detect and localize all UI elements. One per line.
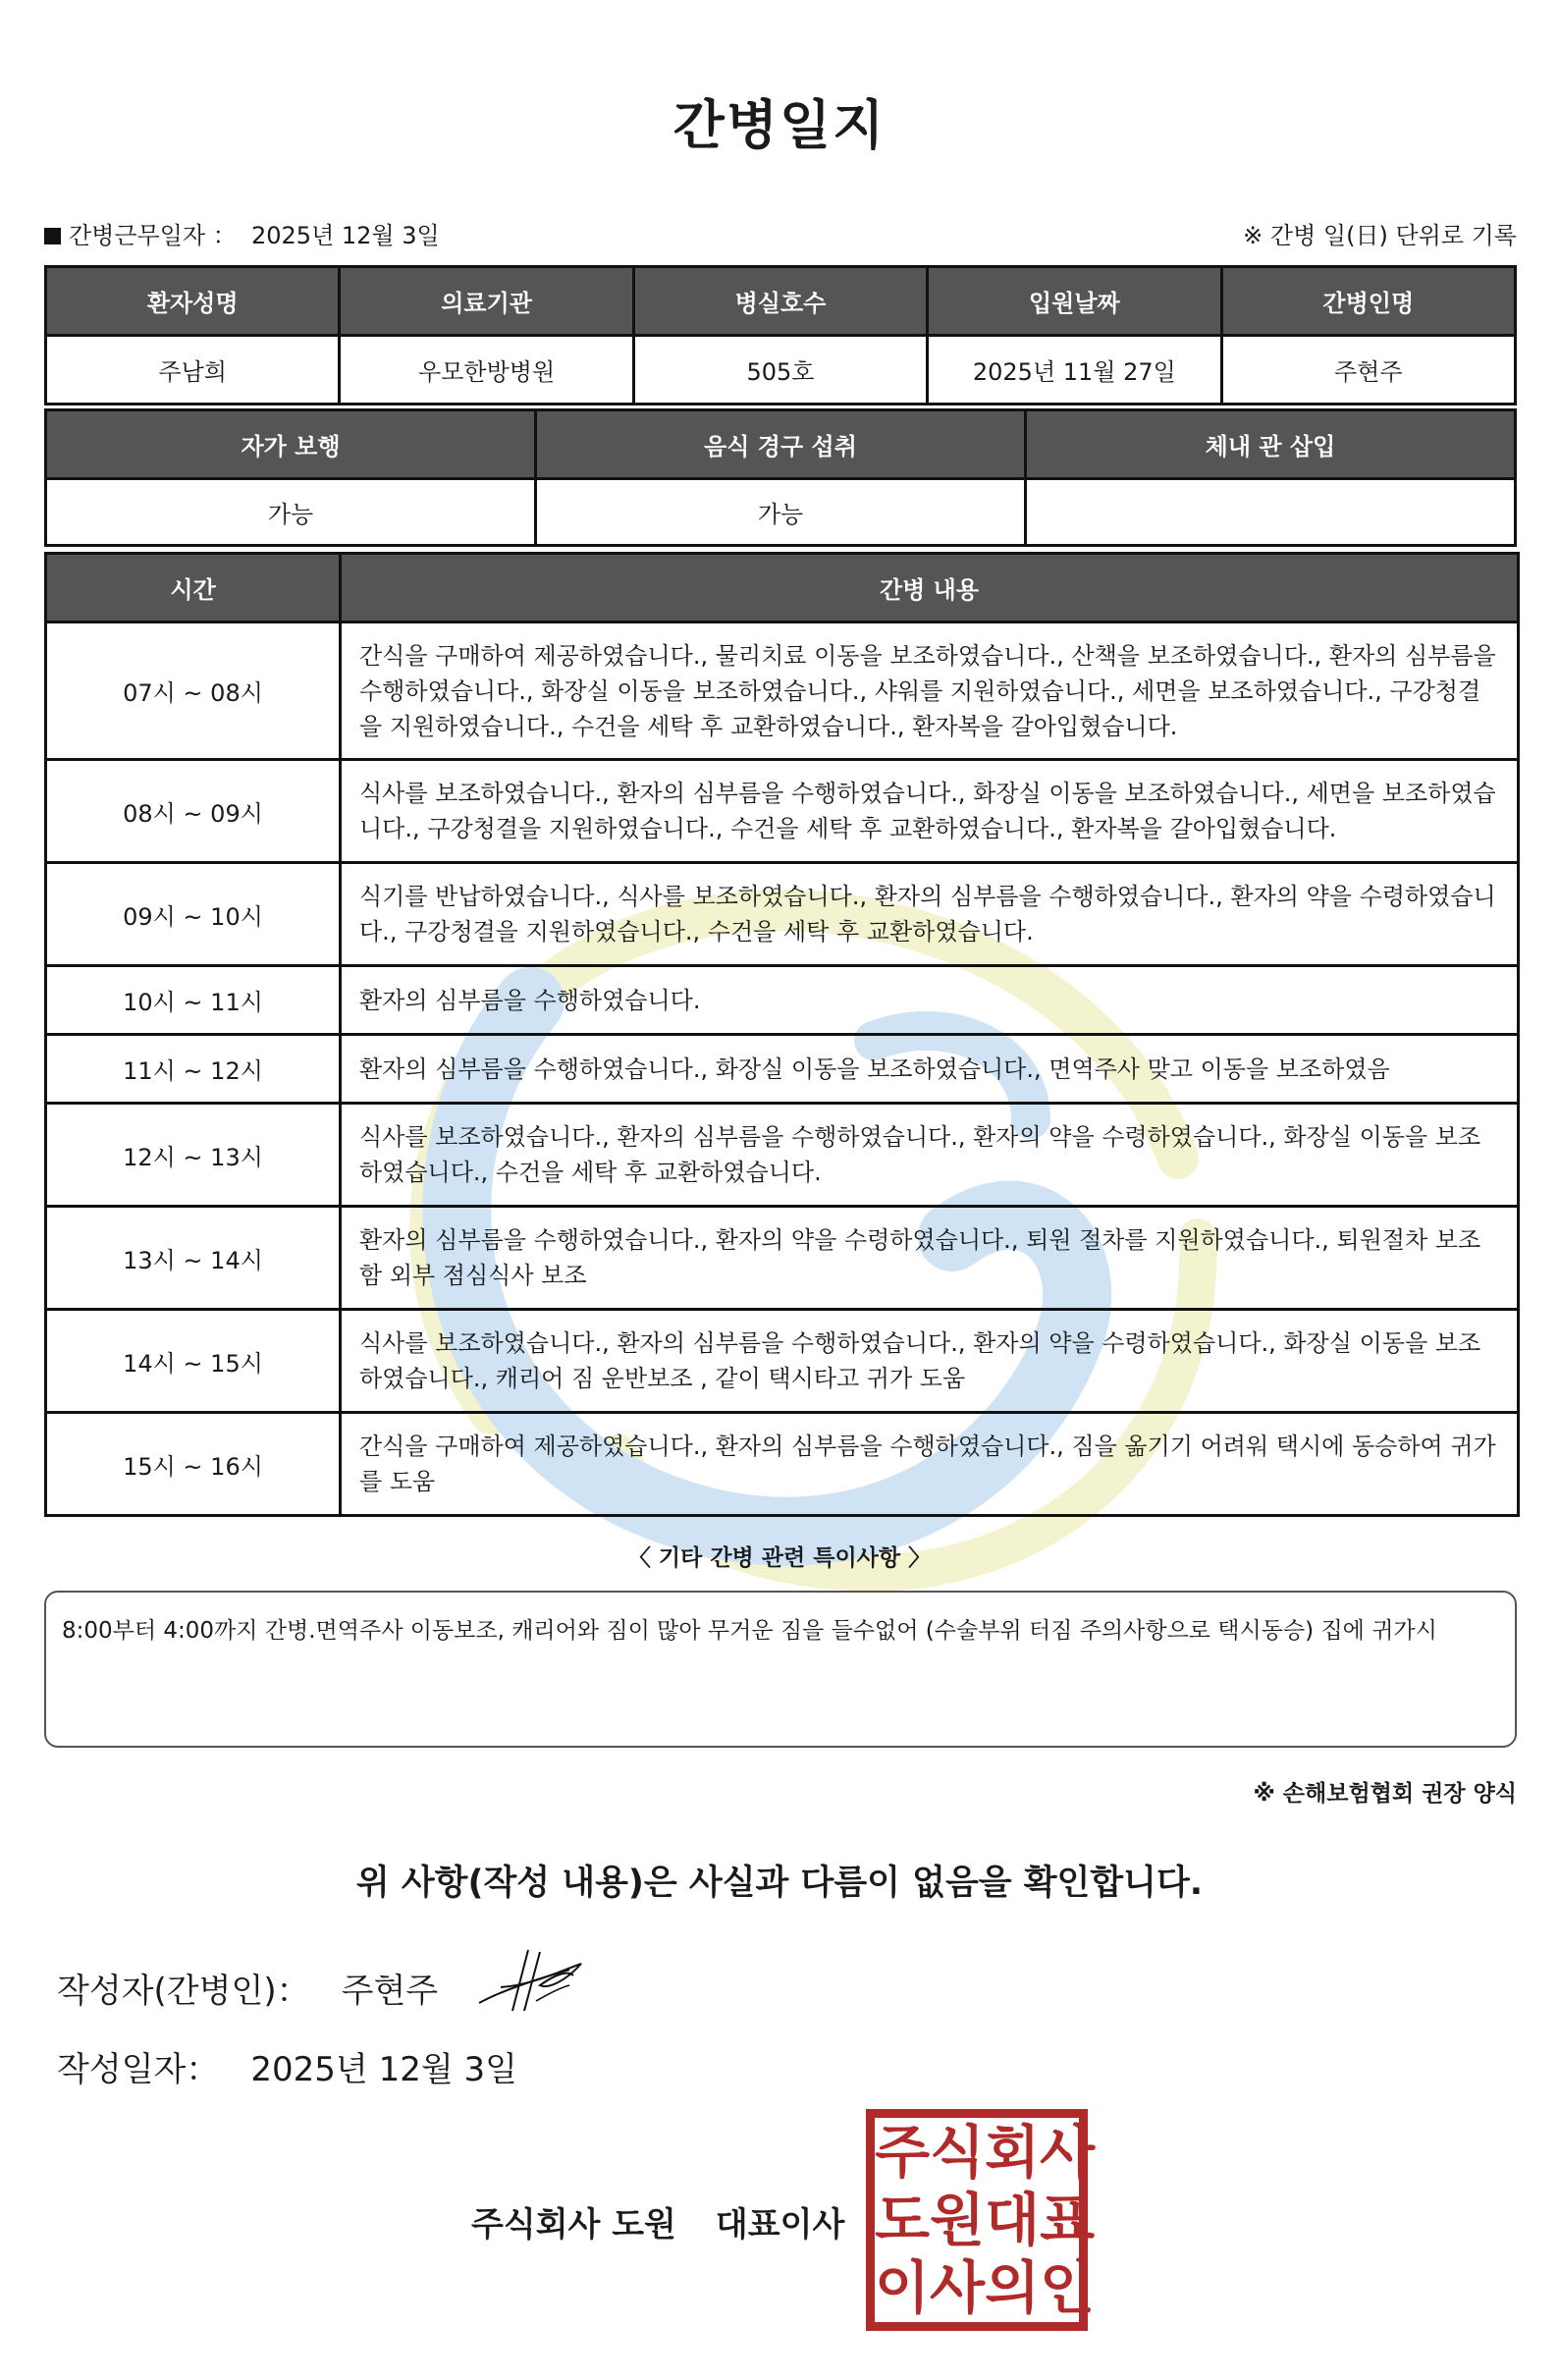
log-content: 식사를 보조하였습니다., 환자의 심부름을 수행하였습니다., 화장실 이동을 보조하였습니다., 세면을 보조하였습니다., 구강청결을 지원하였습니다., 수건을 세탁 후 교환하였습니다., 환자복을 갈아입혔습니다. (341, 760, 1519, 863)
log-content: 간식을 구매하여 제공하였습니다., 물리치료 이동을 보조하였습니다., 산책을 보조하였습니다., 환자의 심부름을 수행하였습니다., 화장실 이동을 보조하였습니다., 샤워를 지원하였습니다., 세면을 보조하였습니다., 구강청결을 지원하였습니다., 수건을 세탁 후 교환하였습니다., 환자복을 갈아입혔습니다. (341, 622, 1519, 760)
work-date-label: 간병근무일자 ： (69, 222, 237, 249)
log-time: 07시 ~ 08시 (46, 622, 341, 760)
header-tube-insertion: 체내 관 삽입 (1026, 410, 1516, 479)
log-time: 13시 ~ 14시 (46, 1207, 341, 1310)
care-log-table (44, 552, 1520, 1517)
standard-form-note: ※ 손해보험협회 권장 양식 (1253, 1781, 1517, 1807)
log-content: 간식을 구매하여 제공하였습니다., 환자의 심부름을 수행하였습니다., 짐을 옮기기 어려워 택시에 동승하여 귀가를 도움 (341, 1413, 1519, 1516)
header-oral-intake: 음식 경구 섭취 (536, 410, 1026, 479)
company-seal-stamp: 주 식 회 사 도 원 대 표 이 사 의 인 (866, 2109, 1088, 2331)
header-room: 병실호수 (633, 267, 927, 336)
handwritten-signature (471, 1942, 589, 2021)
work-date: 2025년 12월 3일 (251, 222, 440, 249)
work-info-row (44, 216, 1517, 251)
unit-note: ※ 간병 일(日) 단위로 기록 (1243, 222, 1517, 249)
writer-label: 작성자(간병인)： (57, 1972, 310, 2011)
caregiver-name: 주현주 (1221, 336, 1515, 405)
company-position: 대표이사 (715, 2205, 845, 2245)
page-title: 간병일지 (672, 94, 887, 156)
header-self-walking: 자가 보행 (46, 410, 536, 479)
hospital-name: 우모한방병원 (340, 336, 633, 405)
log-content: 환자의 심부름을 수행하였습니다., 화장실 이동을 보조하였습니다., 면역주사 맞고 이동을 보조하였음 (341, 1035, 1519, 1104)
remarks-title: 〈 기타 간병 관련 특이사항 〉 (627, 1545, 932, 1571)
writer-row (57, 1964, 438, 2012)
log-time: 10시 ~ 11시 (46, 966, 341, 1035)
header-caregiver-name: 간병인명 (1221, 267, 1515, 336)
remarks-box: 8:00부터 4:00까지 간병.면역주사 이동보조, 캐리어와 짐이 많아 무거운 짐을 들수없어 (수술부위 터짐 주의사항으로 택시동승) 집에 귀가시 (44, 1591, 1517, 1748)
header-time: 시간 (46, 554, 341, 622)
header-care-content: 간병 내용 (341, 554, 1519, 622)
log-time: 12시 ~ 13시 (46, 1104, 341, 1207)
room-number: 505호 (633, 336, 927, 405)
tube-insertion-value (1026, 479, 1516, 546)
log-time: 15시 ~ 16시 (46, 1413, 341, 1516)
patient-ability-table (44, 408, 1517, 547)
date-label: 작성일자： (57, 2050, 220, 2089)
patient-name: 주남희 (46, 336, 340, 405)
log-content: 환자의 심부름을 수행하였습니다. (341, 966, 1519, 1035)
log-content: 식기를 반납하였습니다., 식사를 보조하였습니다., 환자의 심부름을 수행하였습니다., 환자의 약을 수령하였습니다., 구강청결을 지원하였습니다., 수건을 세탁 후 교환하였습니다. (341, 863, 1519, 966)
log-time: 08시 ~ 09시 (46, 760, 341, 863)
log-time: 09시 ~ 10시 (46, 863, 341, 966)
log-content: 환자의 심부름을 수행하였습니다., 환자의 약을 수령하였습니다., 퇴원 절차를 지원하였습니다., 퇴원절차 보조함 외부 점심식사 보조 (341, 1207, 1519, 1310)
date-value: 2025년 12월 3일 (250, 2050, 517, 2089)
patient-info-table (44, 265, 1517, 406)
confirmation-statement: 위 사항(작성 내용)은 사실과 다름이 없음을 확인합니다. (355, 1864, 1204, 1903)
header-admission-date: 입원날짜 (928, 267, 1221, 336)
header-hospital: 의료기관 (340, 267, 633, 336)
log-time: 14시 ~ 15시 (46, 1310, 341, 1413)
company-name: 주식회사 도원 (471, 2205, 676, 2245)
black-square-icon (44, 228, 61, 244)
log-time: 11시 ~ 12시 (46, 1035, 341, 1104)
company-signature-line (471, 2197, 844, 2245)
log-content: 식사를 보조하였습니다., 환자의 심부름을 수행하였습니다., 환자의 약을 수령하였습니다., 화장실 이동을 보조하였습니다., 수건을 세탁 후 교환하였습니다. (341, 1104, 1519, 1207)
log-content: 식사를 보조하였습니다., 환자의 심부름을 수행하였습니다., 환자의 약을 수령하였습니다., 화장실 이동을 보조하였습니다., 캐리어 짐 운반보조 , 같이 택시타고 귀가 도움 (341, 1310, 1519, 1413)
header-patient-name: 환자성명 (46, 267, 340, 336)
oral-intake-value: 가능 (536, 479, 1026, 546)
written-date-row (57, 2042, 517, 2090)
writer-name: 주현주 (341, 1972, 439, 2011)
admission-date: 2025년 11월 27일 (928, 336, 1221, 405)
self-walking-value: 가능 (46, 479, 536, 546)
